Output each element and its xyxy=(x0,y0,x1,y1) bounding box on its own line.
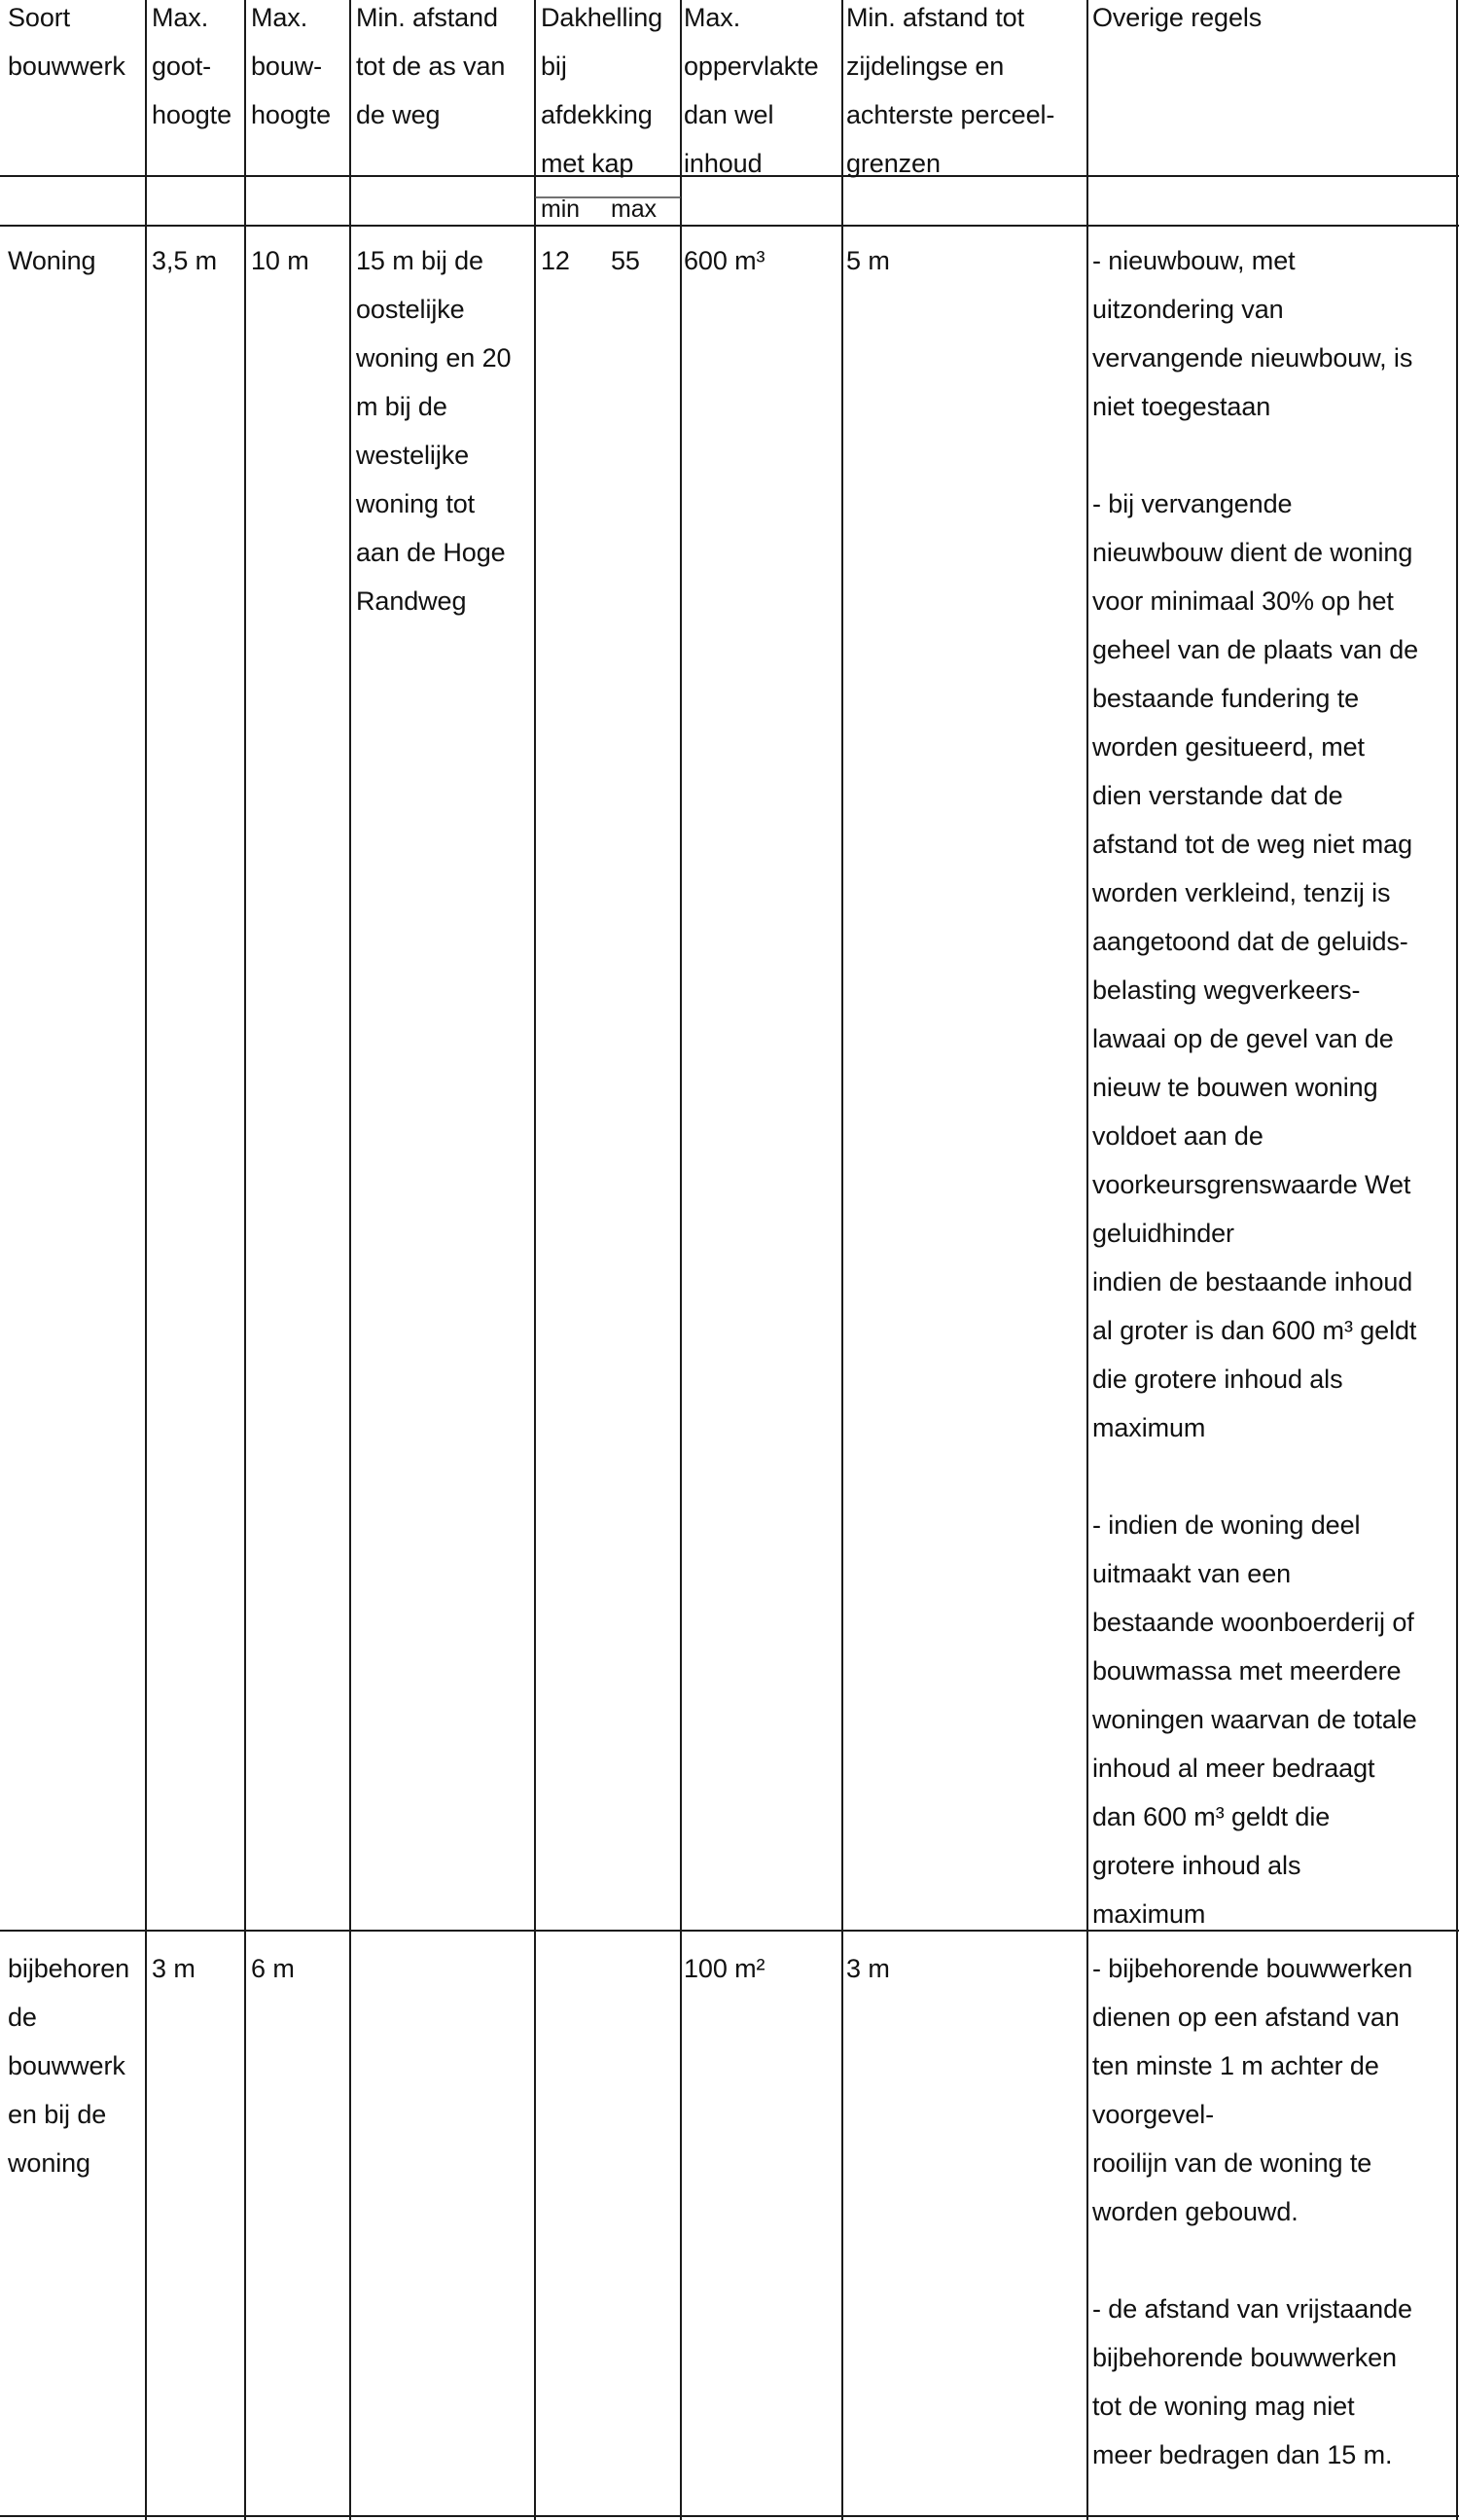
row-woning-overige-regels: - nieuwbouw, met uitzondering van vervangende nieuwbouw, is niet toegestaan - bij vervangende nieuwbouw dient de woning voor minimaal 30% op het geheel van de plaats van de bestaande fundering te worden gesitueerd, met dien verstande dat de afstand tot de weg niet mag worden verkleind, tenzij is aangetoond dat de geluids- belasting wegverkeers- lawaai op de gevel van de nieuw te bouwen woning voldoet aan de voorkeursgrenswaarde Wet geluidhinder indien de bestaande inhoud al groter is dan 600 m³ geldt die grotere inhoud als maximum - indien de woning deel uitmaakt van een bestaande woonboerderij of bouwmassa met meerdere woningen waarvan de totale inhoud al meer bedraagt dan 600 m³ geldt die grotere inhoud als maximum xyxy=(1092,246,1419,1929)
row-bijbehorend-soort: bijbehoren de bouwwerk en bij de woning xyxy=(8,1954,130,2178)
row-woning-dakhelling-max: 55 xyxy=(611,246,640,275)
row-bijbehorend-goothoogte: 3 m xyxy=(152,1954,196,1983)
row-woning-oppervlakte: 600 m³ xyxy=(684,246,765,275)
header-dakhelling: Dakhelling bij afdekking met kap xyxy=(541,3,663,178)
row-woning-afstand-perceel: 5 m xyxy=(846,246,890,275)
header-max-oppervlakte: Max. oppervlakte dan wel inhoud xyxy=(684,3,819,178)
row-bijbehorend-oppervlakte: 100 m² xyxy=(684,1954,765,1983)
header-min-afstand-weg: Min. afstand tot de as van de weg xyxy=(356,3,506,129)
header-min-afstand-perceel: Min. afstand tot zijdelingse en achterste perceel- grenzen xyxy=(846,3,1055,178)
row-bijbehorend-overige-regels: - bijbehorende bouwwerken dienen op een afstand van ten minste 1 m achter de voorgevel- rooilijn van de woning te worden gebouwd. - de afstand van vrijstaande bijbehorende bouwwerken tot de woning mag niet meer bedragen dan 15 m. xyxy=(1092,1954,1413,2469)
row-bijbehorend-bouwhoogte: 6 m xyxy=(251,1954,295,1983)
row-woning-afstand-weg: 15 m bij de oostelijke woning en 20 m bij de westelijke woning tot aan de Hoge Randweg xyxy=(356,246,512,616)
row-woning-goothoogte: 3,5 m xyxy=(152,246,218,275)
row-woning-dakhelling-min: 12 xyxy=(541,246,570,275)
header-dakhelling-max: max xyxy=(611,195,657,223)
header-overige-regels: Overige regels xyxy=(1092,3,1263,32)
header-max-bouwhoogte: Max. bouw- hoogte xyxy=(251,3,331,129)
row-woning-soort: Woning xyxy=(8,246,96,275)
header-dakhelling-min: min xyxy=(541,195,580,223)
row-woning-bouwhoogte: 10 m xyxy=(251,246,309,275)
header-soort-bouwwerk: Soort bouwwerk xyxy=(8,3,125,81)
row-bijbehorend-afstand-perceel: 3 m xyxy=(846,1954,890,1983)
header-max-goothoogte: Max. goot- hoogte xyxy=(152,3,231,129)
